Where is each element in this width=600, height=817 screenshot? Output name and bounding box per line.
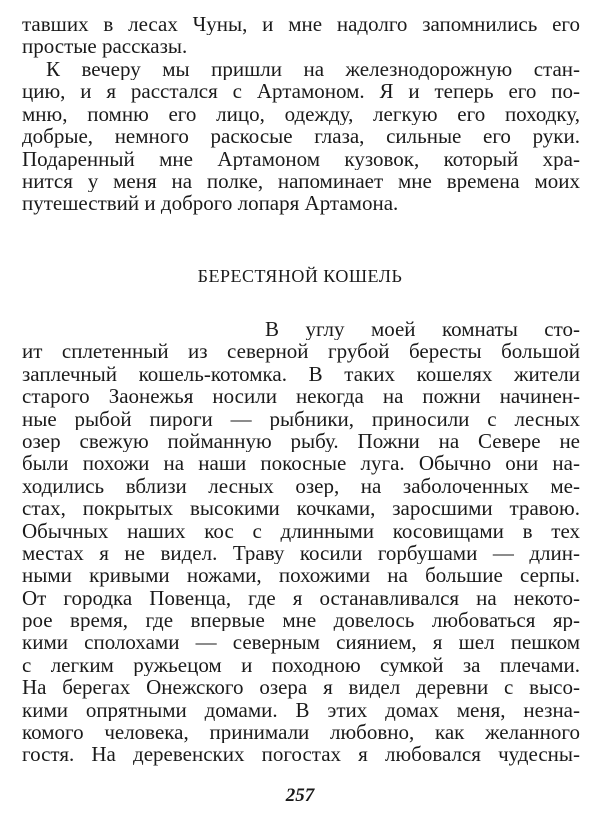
text-line: комого человека, принимали любовно, как желанного (22, 721, 580, 744)
text-line: кими опрятными домами. В этих домах меня, незна- (22, 698, 580, 722)
text-line: гостя. На деревенских погостах я любовался чудесны- (22, 743, 580, 766)
paragraph-artamon (22, 58, 580, 215)
text-line: От городка Повенца, где я останавливался на некото- (22, 586, 580, 610)
text-line: Обычных наших кос с длинными косовищами в тех (22, 519, 580, 542)
text-line: местах я не видел. Траву косили горбушами — длин- (22, 541, 580, 565)
paragraph-koshel (22, 318, 580, 766)
text-line: цию, и я расстался с Артамоном. Я и теперь его по- (22, 80, 580, 103)
text-line: с легким ружьецом и походною сумкой за плечами. (22, 653, 580, 677)
text-line: ходились вблизи лесных озер, на заболоченных ме- (22, 474, 580, 498)
text-line: ит сплетенный из северной грубой бересты большой (22, 340, 580, 363)
text-line: К вечеру мы пришли на железнодорожную стан- (46, 58, 580, 81)
text-line: добрые, немного раскосые глаза, сильные его руки. (22, 125, 580, 148)
text-line: В углу моей комнаты сто- (265, 318, 580, 341)
text-line: стах, покрытых высокими кочками, заросшими травою. (22, 497, 580, 520)
text-line: нится у меня на полке, напоминает мне времена моих (22, 169, 580, 193)
chapter-heading: БЕРЕСТЯНОЙ КОШЕЛЬ (197, 266, 403, 286)
text-line: озер свежую пойманную рыбу. Пожни на Севере не (22, 429, 580, 453)
text-line: путешествий и доброго лопаря Артамона. (22, 192, 399, 215)
text-line: Подаренный мне Артамоном кузовок, который хра- (22, 147, 580, 170)
paragraph-continuation (22, 13, 580, 58)
text-line: заплечный кошель-котомка. В таких кошелях жители (22, 362, 580, 386)
text-line: рое время, где впервые мне довелось любоваться яр- (22, 609, 580, 632)
text-line: мню, помню его лицо, одежду, легкую его походку, (22, 102, 580, 126)
text-line: простые рассказы. (22, 35, 188, 58)
page-number: 257 (285, 785, 315, 806)
text-line: старого Заонежья носили некогда на пожни начинен- (22, 385, 580, 408)
text-line: ные рыбой пироги — рыбники, приносили с лесных (22, 407, 580, 430)
text-line: На берегах Онежского озера я видел деревни с высо- (22, 676, 580, 699)
text-line: кими сполохами — северным сиянием, я шел пешком (22, 631, 580, 654)
text-line: тавших в лесах Чуны, и мне надолго запомнились его (22, 13, 580, 36)
text-line: ными кривыми ножами, похожими на большие серпы. (22, 564, 580, 587)
text-line: были похожи на наши покосные луга. Обычно они на- (22, 452, 580, 475)
